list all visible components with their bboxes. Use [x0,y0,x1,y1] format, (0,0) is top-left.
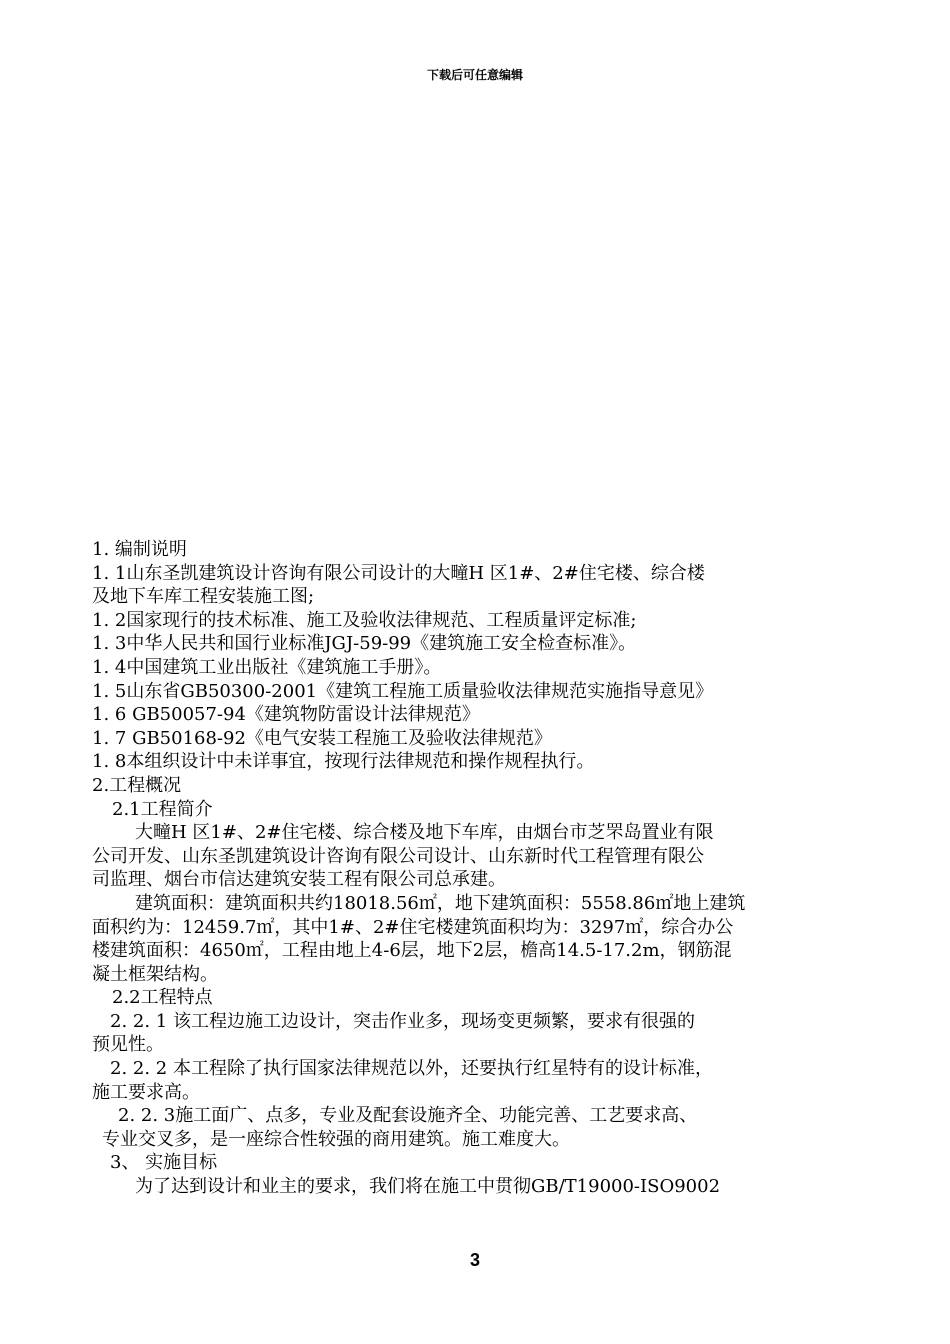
page-header: 下载后可任意编辑 [426,68,523,82]
page-number: 3 [469,1250,480,1270]
paragraph-line: 为了达到设计和业主的要求，我们将在施工中贯彻GB/T19000-ISO9002 [135,1176,721,1198]
paragraph-line: 凝土框架结构。 [92,963,218,985]
paragraph-line: 1. 3中华人民共和国行业标准JGJ-59-99《建筑施工安全检查标准》。 [92,633,637,655]
paragraph-line: 1. 1山东圣凯建筑设计咨询有限公司设计的大疃H 区1#、2#住宅楼、综合楼 [92,562,705,584]
paragraph-line: 预见性。 [92,1034,164,1056]
paragraph-line: 2. 2. 3施工面广、点多，专业及配套设施齐全、功能完善、工艺要求高、 [118,1105,698,1127]
paragraph-line: 公司开发、山东圣凯建筑设计咨询有限公司设计、山东新时代工程管理有限公 [92,845,704,867]
paragraph-line: 1. 8本组织设计中未详事宜，按现行法律规范和操作规程执行。 [92,751,595,773]
paragraph-line: 面积约为：12459.7㎡，其中1#、2#住宅楼建筑面积均为：3297㎡，综合办公 [92,916,734,938]
paragraph-line: 1. 4中国建筑工业出版社《建筑施工手册》。 [92,656,442,678]
paragraph-line: 楼建筑面积：4650㎡，工程由地上4-6层，地下2层，檐高14.5-17.2m，钢筋混 [92,940,732,962]
paragraph-line: 建筑面积：建筑面积共约18018.56㎡，地下建筑面积：5558.86㎡地上建筑 [135,892,746,914]
paragraph-line: 2. 2. 2 本工程除了执行国家法律规范以外，还要执行红星特有的设计标准， [110,1058,713,1080]
subsection-heading: 2.2工程特点 [112,987,213,1009]
paragraph-line: 1. 2国家现行的技术标准、施工及验收法律规范、工程质量评定标准; [92,609,637,631]
paragraph-line: 施工要求高。 [92,1081,200,1103]
paragraph-line: 及地下车库工程安装施工图; [92,586,315,608]
subsection-heading: 2.1工程简介 [112,798,213,820]
paragraph-line: 1. 5山东省GB50300-2001《建筑工程施工质量验收法律规范实施指导意见》 [92,680,714,702]
paragraph-line: 1. 7 GB50168-92《电气安装工程施工及验收法律规范》 [92,727,552,749]
paragraph-line: 2. 2. 1 该工程边施工边设计，突击作业多，现场变更频繁，要求有很强的 [110,1010,695,1032]
section-heading: 1. 编制说明 [92,539,187,560]
section-heading: 3、 实施目标 [110,1152,218,1174]
paragraph-line: 司监理、烟台市信达建筑安装工程有限公司总承建。 [92,869,506,891]
section-heading: 2.工程概况 [92,774,182,796]
paragraph-line: 大疃H 区1#、2#住宅楼、综合楼及地下车库，由烟台市芝罘岛置业有限 [135,822,714,844]
document-body [92,538,862,1199]
paragraph-line: 专业交叉多，是一座综合性较强的商用建筑。施工难度大。 [102,1128,570,1150]
paragraph-line: 1. 6 GB50057-94《建筑物防雷设计法律规范》 [92,704,480,726]
